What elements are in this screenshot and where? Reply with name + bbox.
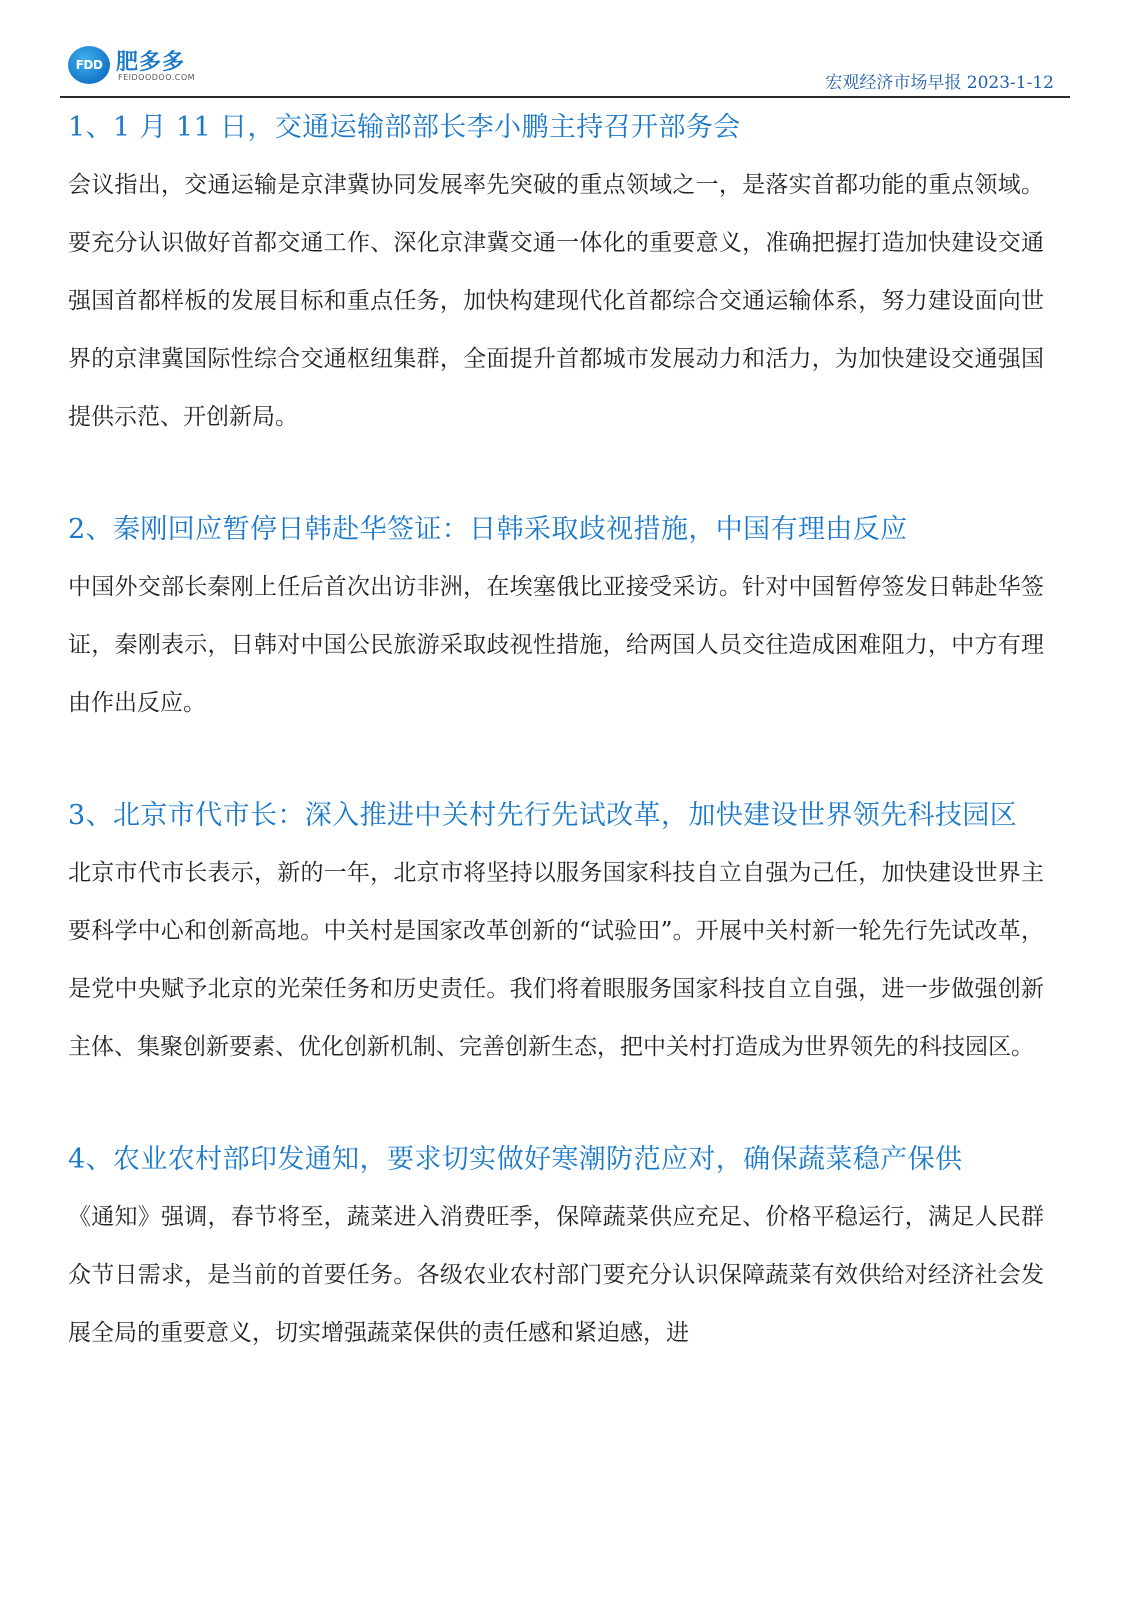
news-title-2: 2、秦刚回应暂停日韩赴华签证：日韩采取歧视措施，中国有理由反应 (68, 514, 908, 545)
news-title-3: 3、北京市代市长：深入推进中关村先行先试改革，加快建设世界领先科技园区 (68, 800, 1018, 831)
news-section-2 (68, 502, 1044, 732)
logo-mark: FDD (75, 58, 103, 72)
logo-name: 肥多多 (116, 50, 186, 75)
brand-logo (68, 42, 196, 90)
news-section-1 (68, 100, 1044, 446)
news-title-4: 4、农业农村部印发通知，要求切实做好寒潮防范应对，确保蔬菜稳产保供 (68, 1144, 963, 1175)
report-content (68, 100, 1044, 1362)
news-body-4: 《通知》强调，春节将至，蔬菜进入消费旺季，保障蔬菜供应充足、价格平稳运行，满足人民群众节日需求，是当前的首要任务。各级农业农村部门要充分认识保障蔬菜有效供给对经济社会发展全局的重要意义，切实增强蔬菜保供的责任感和紧迫感，进 (68, 1204, 1044, 1346)
news-body-3: 北京市代市长表示，新的一年，北京市将坚持以服务国家科技自立自强为己任，加快建设世界主要科学中心和创新高地。中关村是国家改革创新的“试验田”。开展中关村新一轮先行先试改革，是党中央赋予北京的光荣任务和历史责任。我们将着眼服务国家科技自立自强，进一步做强创新主体、集聚创新要素、优化创新机制、完善创新生态，把中关村打造成为世界领先的科技园区。 (68, 860, 1044, 1060)
page-header (60, 38, 1070, 100)
logo-domain: FEIDOODOO.COM (118, 73, 196, 82)
logo-icon (68, 46, 110, 84)
news-body-2: 中国外交部长秦刚上任后首次出访非洲，在埃塞俄比亚接受采访。针对中国暂停签发日韩赴华签证，秦刚表示，日韩对中国公民旅游采取歧视性措施，给两国人员交往造成困难阻力，中方有理由作出反应。 (68, 574, 1044, 716)
news-section-4 (68, 1132, 1044, 1362)
news-body-1: 会议指出，交通运输是京津冀协同发展率先突破的重点领域之一，是落实首都功能的重点领域。要充分认识做好首都交通工作、深化京津冀交通一体化的重要意义，准确把握打造加快建设交通强国首都样板的发展目标和重点任务，加快构建现代化首都综合交通运输体系，努力建设面向世界的京津冀国际性综合交通枢纽集群，全面提升首都城市发展动力和活力，为加快建设交通强国提供示范、开创新局。 (68, 172, 1044, 430)
news-title-1: 1、1 月 11 日，交通运输部部长李小鹏主持召开部务会 (68, 112, 741, 143)
report-title: 宏观经济市场早报 2023-1-12 (825, 73, 1054, 93)
header-divider (60, 96, 1070, 98)
news-section-3 (68, 788, 1044, 1076)
